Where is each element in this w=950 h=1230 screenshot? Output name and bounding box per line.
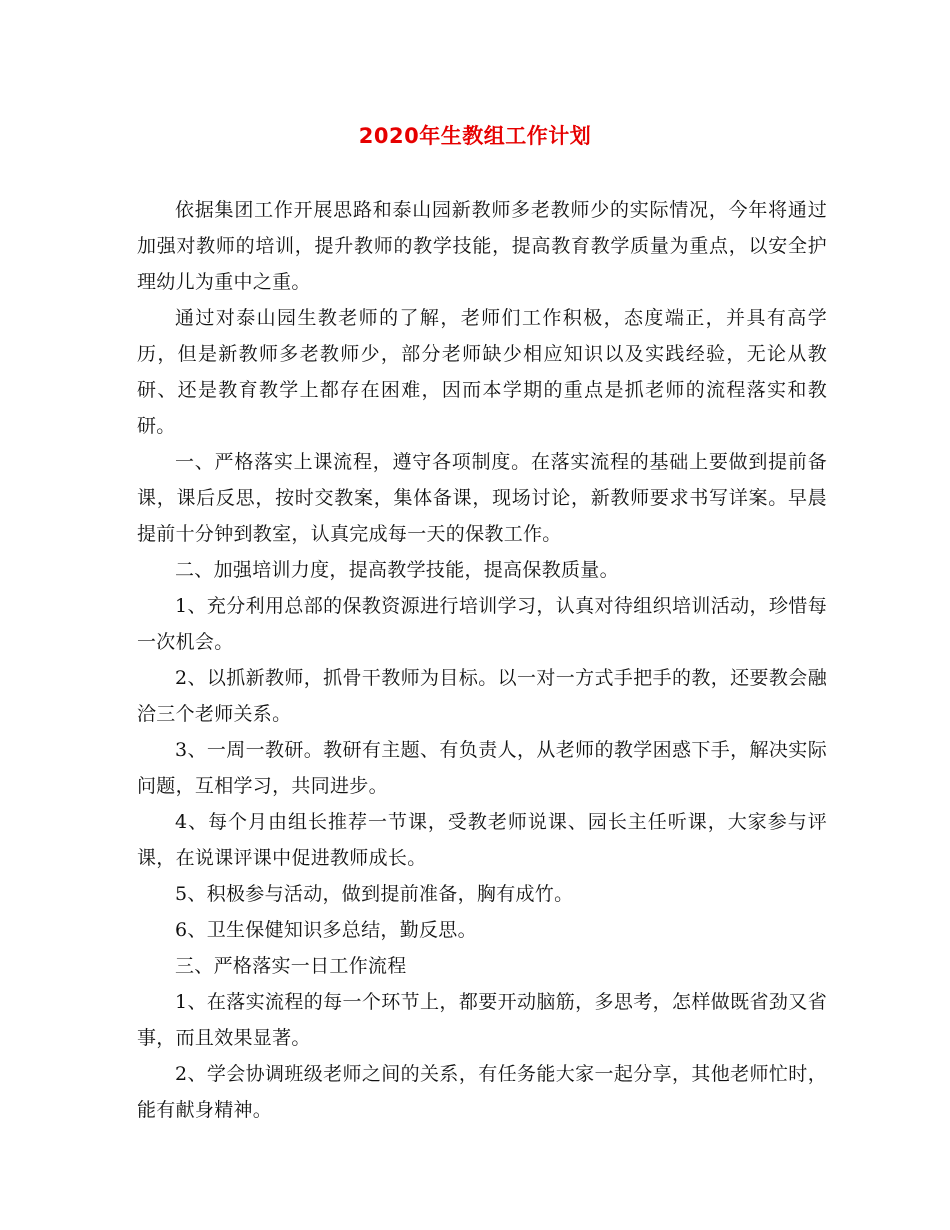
paragraph: 通过对泰山园生教老师的了解，老师们工作积极，态度端正，并具有高学历，但是新教师多老教师少，部分老师缺少相应知识以及实践经验，无论从教研、还是教育教学上都存在困难，因而本学期的重点是抓老师的流程落实和教研。 xyxy=(137,307,827,437)
paragraph: 1、充分利用总部的保教资源进行培训学习，认真对待组织培训活动，珍惜每一次机会。 xyxy=(137,595,827,653)
paragraph: 一、严格落实上课流程，遵守各项制度。在落实流程的基础上要做到提前备课，课后反思，按时交教案，集体备课，现场讨论，新教师要求书写详案。早晨提前十分钟到教室，认真完成每一天的保教工作。 xyxy=(137,451,827,545)
paragraph: 二、加强培训力度，提高教学技能，提高保教质量。 xyxy=(175,559,619,581)
paragraph: 2、学会协调班级老师之间的关系，有任务能大家一起分享，其他老师忙时，能有献身精神。 xyxy=(137,1063,827,1121)
document-body xyxy=(137,192,827,1128)
paragraph: 6、卫生保健知识多总结，勤反思。 xyxy=(175,919,477,941)
paragraph: 依据集团工作开展思路和泰山园新教师多老教师少的实际情况，今年将通过加强对教师的培训，提升教师的教学技能，提高教育教学质量为重点，以安全护理幼儿为重中之重。 xyxy=(137,199,827,293)
paragraph: 5、积极参与活动，做到提前准备，胸有成竹。 xyxy=(175,883,574,905)
paragraph: 3、一周一教研。教研有主题、有负责人，从老师的教学困惑下手，解决实际问题，互相学习，共同进步。 xyxy=(137,739,827,797)
paragraph: 三、严格落实一日工作流程 xyxy=(175,955,407,977)
paragraph: 2、以抓新教师，抓骨干教师为目标。以一对一方式手把手的教，还要教会融洽三个老师关系。 xyxy=(137,667,827,725)
paragraph: 1、在落实流程的每一个环节上，都要开动脑筋，多思考，怎样做既省劲又省事，而且效果显著。 xyxy=(137,991,827,1049)
document-title: 2020年生教组工作计划 xyxy=(358,124,592,148)
paragraph: 4、每个月由组长推荐一节课，受教老师说课、园长主任听课，大家参与评课，在说课评课中促进教师成长。 xyxy=(137,811,827,869)
